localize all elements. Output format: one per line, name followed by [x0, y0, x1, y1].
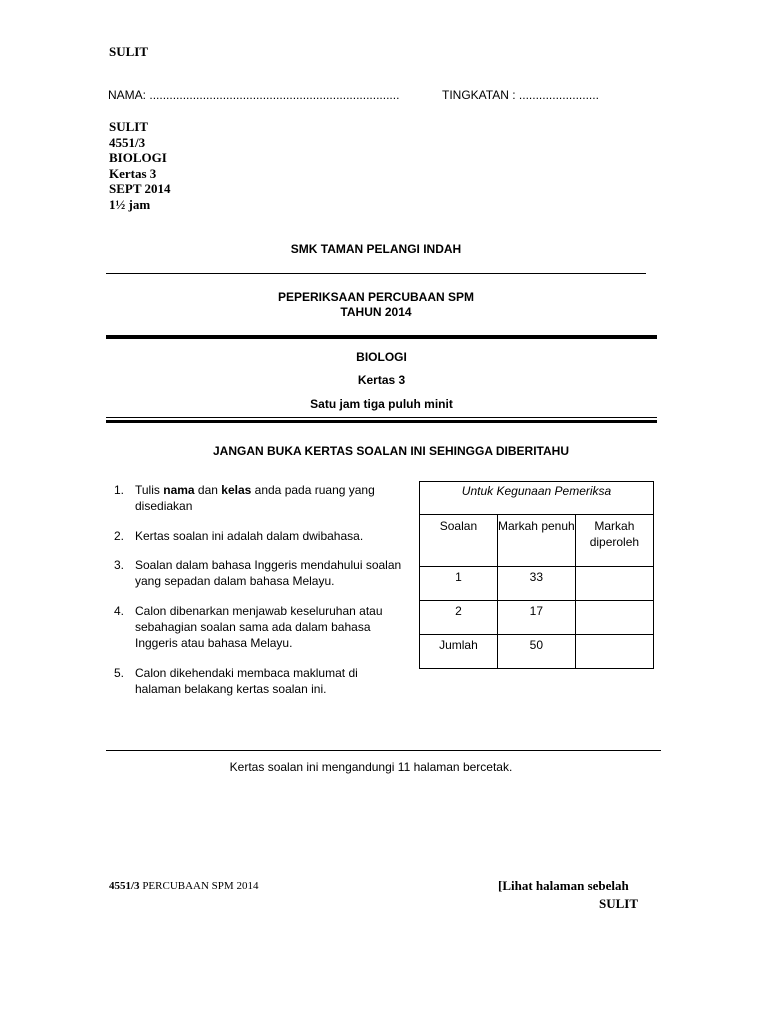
sulit-label-bottom: SULIT [599, 896, 639, 911]
paper-info-subject: BIOLOGI [109, 150, 167, 165]
column-header-soalan: Soalan [420, 515, 498, 567]
paper-info-duration: 1½ jam [109, 196, 151, 212]
cell-soalan: 2 [420, 601, 498, 635]
instruction-number: 1. [114, 483, 125, 497]
cell-soalan: 1 [420, 567, 498, 601]
thick-divider-bottom [106, 420, 657, 423]
instruction-item [114, 482, 404, 516]
instruction-item [114, 557, 404, 591]
exam-title: PEPERIKSAAN PERCUBAAN SPM [277, 290, 475, 304]
table-row [420, 567, 654, 601]
instruction-number: 5. [114, 666, 125, 680]
paper-info-code: 4551/3 [109, 134, 146, 150]
table-row [420, 635, 654, 669]
school-name: SMK TAMAN PELANGI INDAH [290, 242, 462, 256]
instruction-text: Kertas soalan ini adalah dalam dwibahasa. [135, 529, 364, 543]
name-label: NAMA: [108, 88, 147, 102]
examiner-marks-table [419, 481, 654, 669]
instruction-number: 4. [114, 604, 125, 618]
column-header-markah-diperoleh: Markah diperoleh [575, 515, 653, 567]
instruction-item [114, 603, 404, 653]
tingkatan-dots: ........................ [518, 88, 599, 102]
name-dots: ........................................................................... [149, 88, 400, 102]
instruction-number: 2. [114, 529, 125, 543]
cell-soalan: Jumlah [420, 635, 498, 669]
instruction-item [114, 528, 404, 546]
subject-name: BIOLOGI [356, 350, 407, 364]
footer-code-suffix: PERCUBAAN SPM 2014 [139, 880, 259, 892]
exam-year: TAHUN 2014 [340, 305, 412, 319]
footer-paper-code [109, 880, 258, 892]
paper-info-block [109, 119, 171, 212]
column-header-markah-penuh: Markah penuh [497, 515, 575, 567]
paper-info-paper: Kertas 3 [109, 165, 157, 181]
table-caption: Untuk Kegunaan Pemeriksa [420, 482, 654, 515]
cell-markah-penuh: 17 [497, 601, 575, 635]
cell-markah-diperoleh[interactable] [575, 601, 653, 635]
name-field[interactable] [108, 88, 399, 102]
divider-line [106, 273, 646, 274]
tingkatan-field[interactable] [442, 88, 599, 102]
table-row [420, 601, 654, 635]
tingkatan-label: TINGKATAN : [442, 88, 516, 102]
instruction-text: Tulis nama dan kelas anda pada ruang yang disediakan [135, 483, 375, 513]
subject-paper: Kertas 3 [357, 373, 406, 387]
warning-notice: JANGAN BUKA KERTAS SOALAN INI SEHINGGA DIBERITAHU [212, 444, 569, 458]
instruction-text: Soalan dalam bahasa Inggeris mendahului soalan yang sepadan dalam bahasa Melayu. [135, 558, 402, 588]
bottom-divider-line [106, 750, 661, 751]
cell-markah-penuh: 50 [497, 635, 575, 669]
subject-duration: Satu jam tiga puluh minit [310, 397, 453, 411]
cell-markah-diperoleh[interactable] [575, 567, 653, 601]
cell-markah-diperoleh[interactable] [575, 635, 653, 669]
instruction-text: Calon dikehendaki membaca maklumat di halaman belakang kertas soalan ini. [135, 666, 358, 696]
paper-info-date: SEPT 2014 [109, 181, 171, 196]
sulit-label-top: SULIT [109, 44, 149, 59]
page-count-note: Kertas soalan ini mengandungi 11 halaman bercetak. [229, 760, 513, 774]
footer-code: 4551/3 [109, 880, 140, 892]
instruction-text: Calon dibenarkan menjawab keseluruhan atau sebahagian soalan sama ada dalam bahasa Inggeris atau bahasa Melayu. [135, 604, 383, 650]
thin-divider-bottom [106, 417, 657, 418]
next-page-note: [Lihat halaman sebelah [498, 878, 629, 893]
instruction-number: 3. [114, 558, 125, 572]
cell-markah-penuh: 33 [497, 567, 575, 601]
thick-divider-top [106, 335, 657, 339]
instruction-item [114, 665, 404, 699]
paper-info-sulit: SULIT [109, 119, 149, 134]
